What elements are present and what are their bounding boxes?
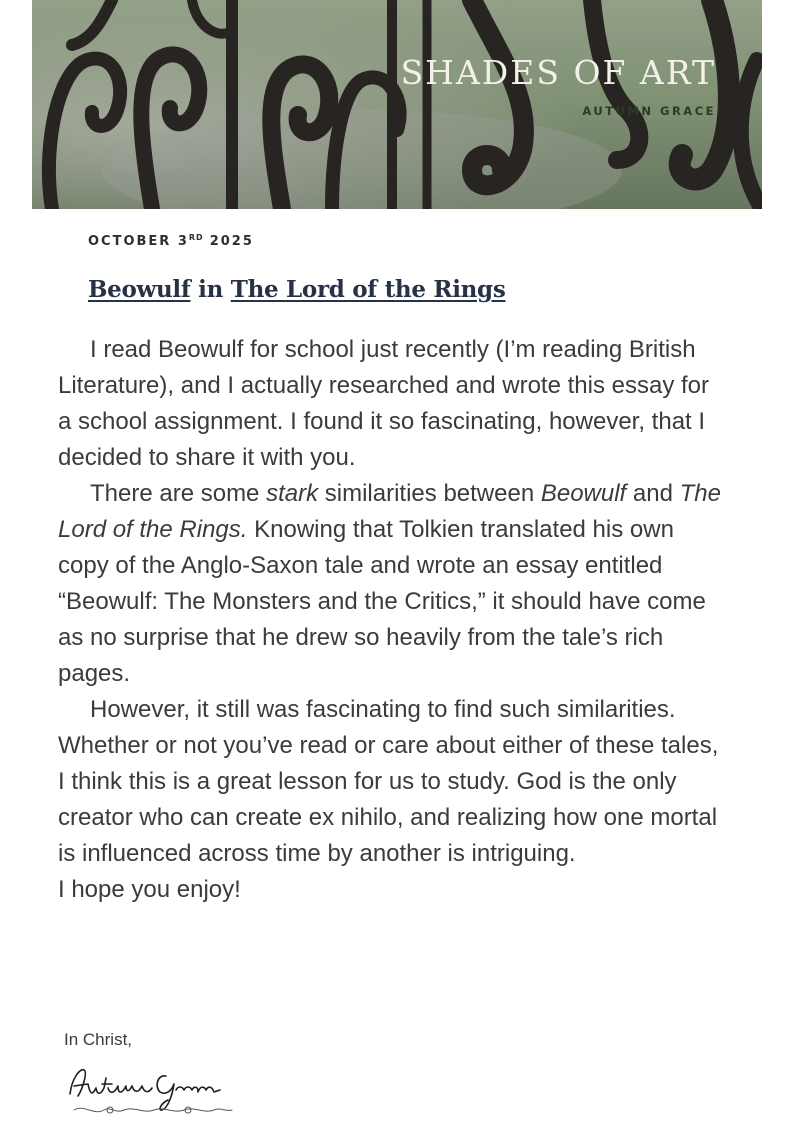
post-body bbox=[58, 332, 726, 908]
signoff: In Christ, bbox=[64, 1030, 133, 1049]
paragraph-3: However, it still was fascinating to find such similarities. Whether or not you’ve read or care about either of these tales, I think this is a great lesson for us to study. God is the only creator who can create ex nihilo, and realizing how one mortal is influenced across time by another is intriguing. bbox=[58, 696, 719, 867]
paragraph-2-text-a: There are some bbox=[90, 480, 267, 507]
post-title bbox=[88, 274, 505, 306]
paragraph-2-text-d: Knowing that Tolkien translated his own copy of the Anglo-Saxon tale and wrote an essay entitled “Beowulf: The Monsters and the Critics,” it should have come as no surprise that he drew so heavily from the tale’s rich pages. bbox=[58, 516, 706, 687]
header-banner bbox=[32, 0, 762, 209]
post-date bbox=[88, 230, 254, 250]
signature bbox=[64, 1060, 244, 1124]
post-date-month-day: OCTOBER 3 bbox=[88, 234, 189, 249]
emphasis-lotr: The Lord of the Rings. bbox=[58, 480, 721, 543]
paragraph-2 bbox=[58, 476, 726, 692]
emphasis-beowulf: Beowulf bbox=[540, 480, 627, 507]
handwritten-signature-image bbox=[64, 1060, 244, 1120]
emphasis-stark: stark bbox=[266, 480, 319, 507]
post-title-lotr: The Lord of the Rings bbox=[230, 276, 506, 303]
site-title: SHADES OF ART bbox=[400, 53, 716, 92]
post-date-year: 2025 bbox=[209, 234, 254, 249]
paragraph-1: I read Beowulf for school just recently (I’m reading British Literature), and I actually researched and wrote this essay for a school assignment. I found it so fascinating, however, that I decided to share it with you. bbox=[58, 336, 709, 471]
site-author: AUTUMN GRACE bbox=[582, 104, 716, 118]
paragraph-4: I hope you enjoy! bbox=[58, 876, 241, 903]
post-title-join: in bbox=[190, 276, 231, 303]
post-date-suffix: RD bbox=[188, 233, 204, 242]
post-title-beowulf: Beowulf bbox=[88, 276, 191, 303]
paragraph-2-text-c: and bbox=[626, 480, 680, 507]
paragraph-2-text-b: similarities between bbox=[318, 480, 541, 507]
